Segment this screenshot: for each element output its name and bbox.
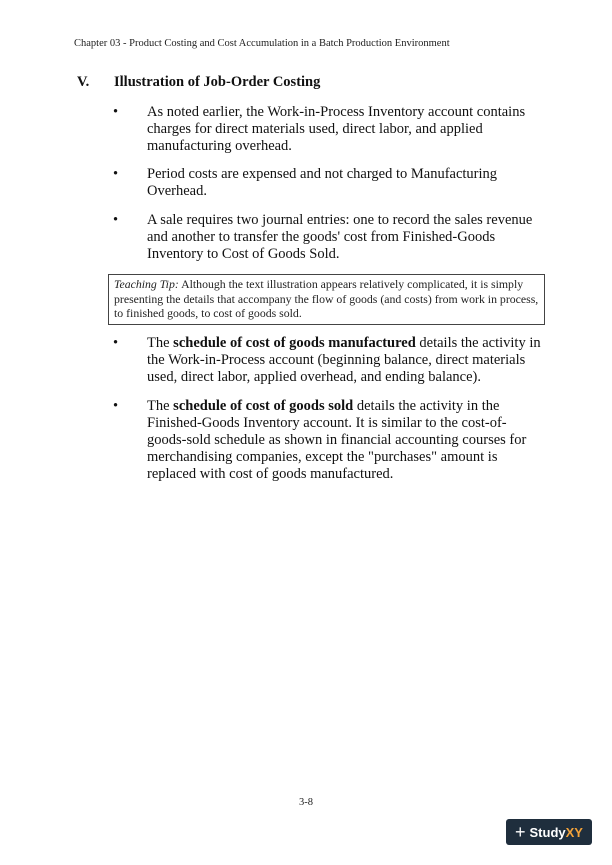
- bullet-dot: •: [113, 166, 119, 182]
- teaching-tip-box: [108, 274, 545, 325]
- bullet-text: A sale requires two journal entries: one to record the sales revenue and another to transfer the goods' cost from Finished-Goods Inventory to Cost of Goods Sold.: [147, 212, 533, 262]
- bullet-5: [113, 398, 543, 483]
- section-heading: [77, 74, 320, 91]
- bullet-4: [113, 335, 543, 386]
- teaching-tip-label: Teaching Tip:: [114, 277, 179, 291]
- bullet-dot: •: [113, 398, 119, 414]
- section-number: V.: [77, 74, 90, 90]
- bullet-3: [113, 212, 543, 263]
- bullet-text: Period costs are expensed and not charged to Manufacturing Overhead.: [147, 166, 498, 199]
- bullet-1: [113, 104, 543, 155]
- bullet-text-pre: The: [147, 398, 174, 414]
- studyxy-logo[interactable]: [506, 819, 592, 845]
- logo-xy-text: XY: [565, 824, 583, 840]
- logo-study-text: Study: [529, 824, 566, 840]
- bullet-dot: •: [113, 212, 119, 228]
- teaching-tip-text: Although the text illustration appears relatively complicated, it is simply presenting the details that accompany the flow of goods (and costs) from work in process, to finished goods, to cost of goods sold.: [114, 277, 539, 320]
- bullet-text-pre: The: [147, 335, 174, 351]
- page-number: 3-8: [299, 797, 313, 808]
- bullet-bold-term: schedule of cost of goods sold: [173, 398, 354, 414]
- bullet-text-post: details the activity in the Finished-Goods Inventory account. It is similar to the cost-of-goods-sold schedule as shown in financial accounting courses for merchandising companies, except the "purchases" amount is replaced with cost of goods manufactured.: [147, 398, 527, 482]
- chapter-header: Chapter 03 - Product Costing and Cost Accumulation in a Batch Production Environment: [74, 38, 450, 49]
- bullet-text-post: details the activity in the Work-in-Process account (beginning balance, direct materials used, direct labor, applied overhead, and ending balance).: [147, 335, 541, 385]
- bullet-bold-term: schedule of cost of goods manufactured: [173, 335, 416, 351]
- bullet-text: As noted earlier, the Work-in-Process Inventory account contains charges for direct materials used, direct labor, and applied manufacturing overhead.: [147, 104, 526, 154]
- bullet-dot: •: [113, 335, 119, 351]
- bullet-2: [113, 166, 543, 200]
- plus-icon: +: [515, 822, 526, 842]
- bullet-dot: •: [113, 104, 119, 120]
- section-title: Illustration of Job-Order Costing: [114, 74, 321, 90]
